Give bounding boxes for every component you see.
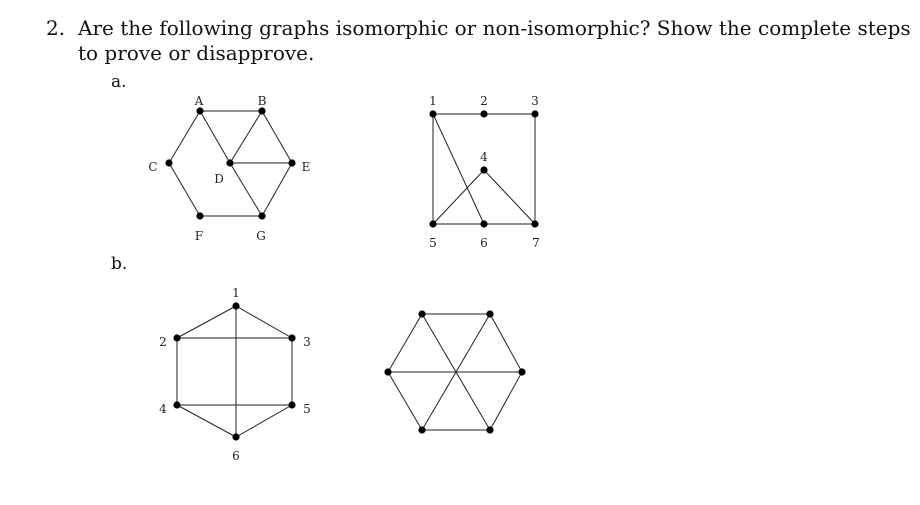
part-a-graph1-vertex-label-A: A	[194, 94, 204, 108]
part-a-graph2-vertex-4	[480, 166, 487, 173]
part-a-graph1-edge-B-D	[230, 111, 262, 163]
part-a-graph2-vertex-label-3: 3	[531, 94, 539, 108]
part-a-graph2-vertex-label-6: 6	[480, 236, 488, 250]
part-a-graph2-vertex-5	[429, 220, 436, 227]
part-a-graph2-edge-1-6	[433, 114, 484, 224]
part-b-graph2-edge-bl-tl	[388, 372, 422, 430]
part-b-graph2-vertex-t	[418, 310, 425, 317]
part-b-graph1-vertex-4	[173, 401, 180, 408]
part-a-graph1-vertex-label-E: E	[301, 160, 311, 174]
part-a-graph2-vertex-1	[429, 110, 436, 117]
part-a-graph2-vertex-3	[531, 110, 538, 117]
part-b-graph1-vertex-label-2: 2	[159, 335, 167, 349]
question-number: 2.	[46, 16, 66, 40]
part-a-graph1-edge-C-F	[169, 163, 200, 216]
part-a-graph1-edge-D-G	[230, 163, 262, 216]
part-b-graph2-edge-tr-br	[490, 314, 522, 372]
part-b-graph2-edge-br-b	[490, 372, 522, 430]
part-a-graph1-vertex-E	[288, 159, 295, 166]
part-a-graph2-vertex-6	[480, 220, 487, 227]
part-b-graph2-vertex-br	[518, 368, 525, 375]
part-b-graph1-vertex-label-6: 6	[232, 449, 240, 463]
part-a-graph1-vertex-label-C: C	[148, 160, 158, 174]
part-b-graph1-vertex-6	[232, 433, 239, 440]
part-a-graph2-vertex-label-2: 2	[480, 94, 488, 108]
part-a-graph1-edge-A-C	[169, 111, 200, 163]
part-b-label: b.	[111, 254, 128, 274]
part-a-graph1-vertex-G	[258, 212, 265, 219]
part-b-graph2-edge-tl-t	[388, 314, 422, 372]
part-a-graph1-vertex-label-B: B	[257, 94, 267, 108]
part-a-graph2-vertex-label-1: 1	[429, 94, 437, 108]
part-a-graph1-edge-B-E	[262, 111, 292, 163]
part-b-graph1-vertex-label-1: 1	[232, 286, 240, 300]
part-a-graph1-edge-E-G	[262, 163, 292, 216]
part-a-graph1-vertex-B	[258, 107, 265, 114]
part-b-graph2-vertex-b	[486, 426, 493, 433]
part-a-graph1-vertex-A	[196, 107, 203, 114]
part-b-graph1-vertex-3	[288, 334, 295, 341]
part-a-graph1-vertex-label-D: D	[214, 172, 224, 186]
part-b-graph2-vertex-bl	[418, 426, 425, 433]
question-text: Are the following graphs isomorphic or non-isomorphic? Show the complete steps to prove or disapprove.	[78, 16, 911, 65]
part-a-graph1-vertex-F	[196, 212, 203, 219]
part-b-graph1-edge-1-3	[236, 306, 292, 338]
part-a-graph2-edge-4-5	[433, 170, 484, 224]
part-b-graph1-edge-1-2	[177, 306, 236, 338]
part-a-graph1-vertex-label-G: G	[256, 229, 266, 243]
part-a-graph2-edge-4-7	[484, 170, 535, 224]
part-b-graph1-vertex-label-3: 3	[303, 335, 311, 349]
part-b-graph1-edge-5-6	[236, 405, 292, 437]
part-b-graph1-vertex-label-4: 4	[159, 402, 167, 416]
part-a-graph2-vertex-label-7: 7	[532, 236, 540, 250]
part-b-graph1-vertex-label-5: 5	[303, 402, 311, 416]
part-a-graph2-vertex-label-5: 5	[429, 236, 437, 250]
part-b-graph2-vertex-tl	[384, 368, 391, 375]
part-a-label: a.	[111, 72, 127, 92]
part-a-graph2-vertex-2	[480, 110, 487, 117]
part-a-graph2-vertex-7	[531, 220, 538, 227]
part-a-graph1-edge-A-D	[200, 111, 230, 163]
part-b-graph2-vertex-tr	[486, 310, 493, 317]
part-a-graph2-vertex-label-4: 4	[480, 150, 488, 164]
part-a-graph1-vertex-label-F: F	[194, 229, 204, 243]
part-b-graph1-vertex-1	[232, 302, 239, 309]
part-a-graph1-vertex-C	[165, 159, 172, 166]
part-b-graph1-edge-4-6	[177, 405, 236, 437]
part-a-graph1-vertex-D	[226, 159, 233, 166]
part-b-graph1-vertex-5	[288, 401, 295, 408]
part-b-graph1-vertex-2	[173, 334, 180, 341]
